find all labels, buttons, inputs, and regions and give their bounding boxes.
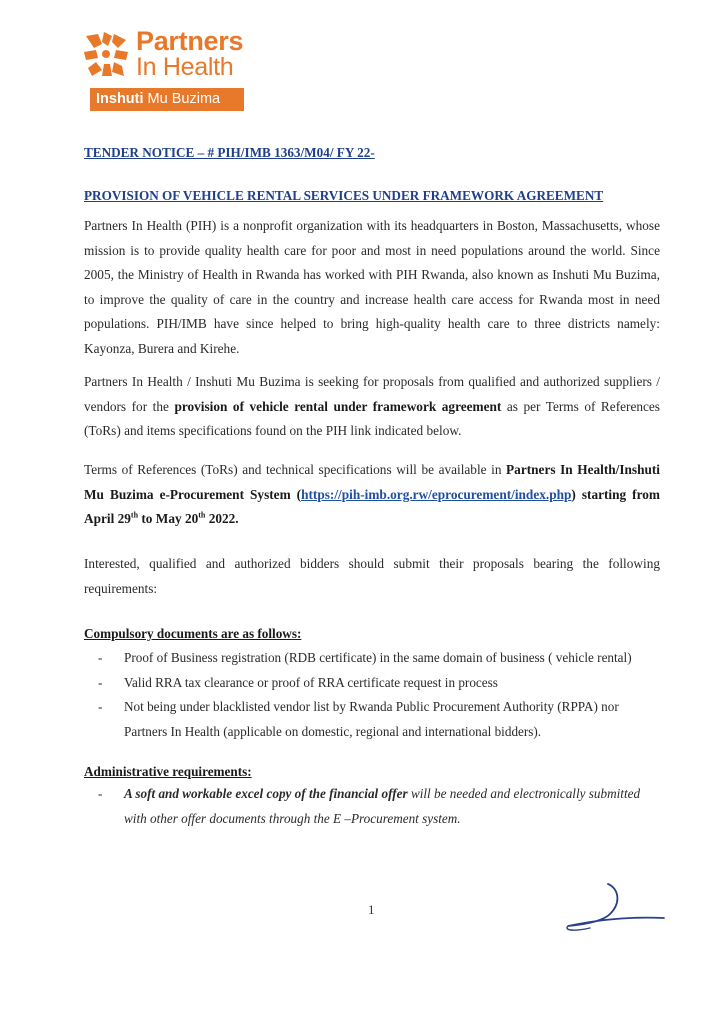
page-number: 1 [368,902,375,917]
signature-icon [560,880,670,940]
tors-sup-2: th [198,510,206,520]
administrative-title: Administrative requirements: [84,764,252,779]
logo-subbar [90,88,244,111]
tors-bold-2: ) starting from April 29 [84,486,660,526]
administrative-bold: A soft and workable excel copy of the financial offer [124,786,408,801]
subject-heading: PROVISION OF VEHICLE RENTAL SERVICES UNDER FRAMEWORK AGREEMENT [84,188,604,203]
bullet-dash: - [98,650,103,665]
bidders-paragraph: Interested, qualified and authorized bidders should submit their proposals bearing the following requirements: [84,556,660,596]
list-item [98,646,662,671]
list-item [98,782,662,831]
list-item [98,695,662,744]
bullet-dash: - [98,674,103,690]
bullet-dash: - [98,699,103,714]
administrative-rest: will be needed and electronically submitted with other offer documents through the E –Procurement system. [124,786,641,826]
logo-bar-strong: Inshuti [96,91,144,107]
tors-bold-1: Partners In Health/Inshuti Mu Buzima e-Procurement System ( [84,462,660,502]
bullet-dash: - [98,786,103,801]
compulsory-title: Compulsory documents are as follows: [84,626,302,641]
seeking-text-2: as per Terms of References (ToRs) and items specifications found on the PIH link indicated below. [84,398,660,438]
tors-bold-4: 2022. [205,511,239,526]
intro-paragraph: Partners In Health (PIH) is a nonprofit organization with its headquarters in Boston, Massachusetts, whose mission is to provide quality health care for poor and most in need populations around the world. Since 2005, the Ministry of Health in Rwanda has worked with PIH Rwanda, also known as Inshuti Mu Buzima, to improve the quality of care in the country and increase health care access for Rwanda most in need populations. PIH/IMB have since helped to bring high-quality health care to three districts namely: Kayonza, Burera and Kirehe. [84,218,660,356]
tors-bold-3: to May 20 [138,511,199,526]
seeking-text-1: Partners In Health / Inshuti Mu Buzima is seeking for proposals from qualified and authorized suppliers / vendors for the [84,374,660,414]
logo-wordmark [136,28,243,80]
tors-sup-1: th [130,510,139,520]
compulsory-item-1: Proof of Business registration (RDB certificate) in the same domain of business ( vehicle rental) [124,650,632,665]
logo-bar-rest: Mu Buzima [143,91,221,107]
pih-logo [82,28,250,112]
tender-title: TENDER NOTICE – # PIH/IMB 1363/M04/ FY 22- [84,145,375,160]
seeking-bold: provision of vehicle rental under framework agreement [174,398,502,414]
logo-line2: In Health [136,53,234,81]
compulsory-item-2: Valid RRA tax clearance or proof of RRA certificate request in process [124,674,498,690]
eprocurement-link[interactable]: https://pih-imb.org.rw/eprocurement/index.php [301,486,572,502]
compulsory-list [98,646,662,744]
administrative-list [98,782,662,831]
logo-line1: Partners [136,26,244,56]
tors-text-1: Terms of References (ToRs) and technical specifications will be available in [84,462,507,477]
list-item [98,671,662,696]
compulsory-item-3: Not being under blacklisted vendor list by Rwanda Public Procurement Authority (RPPA) nor Partners In Health (applicable on domestic, regional and international bidders). [124,699,619,739]
tors-paragraph [84,458,660,532]
hands-logo-icon [82,30,130,78]
seeking-paragraph [84,370,660,444]
